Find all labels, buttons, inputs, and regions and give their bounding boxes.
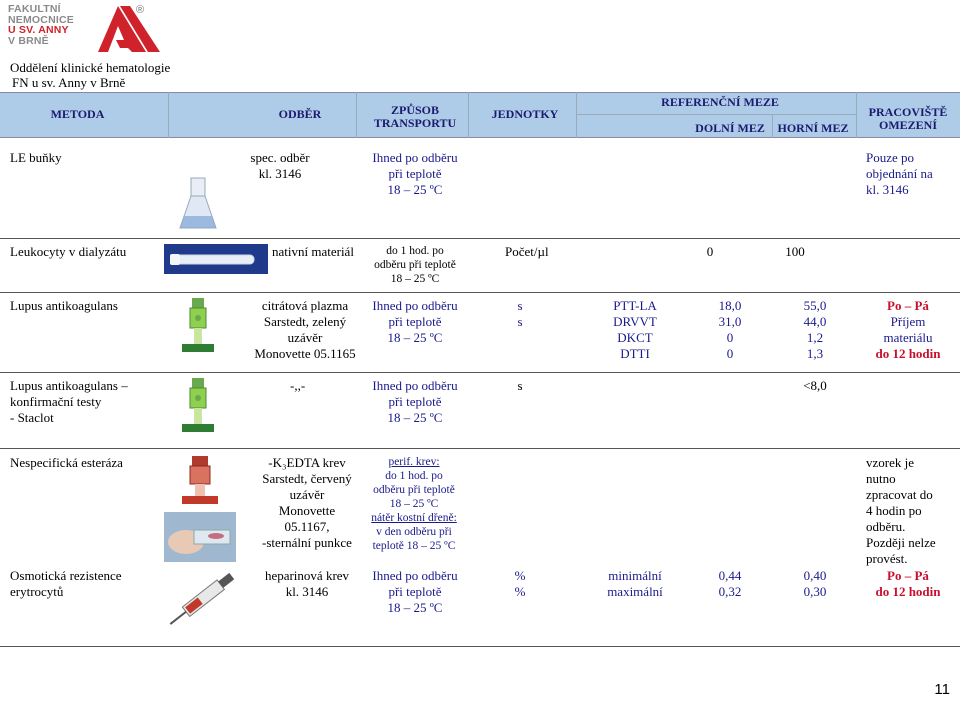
row-nesp-metoda: Nespecifická esteráza — [10, 455, 123, 470]
row-lupus-horni — [790, 298, 840, 362]
row-le-omezeni-2: objednání na — [866, 166, 933, 181]
row-lupusk-metoda-1: Lupus antikoagulans – — [10, 378, 128, 393]
header-divider — [356, 92, 357, 138]
department-line-1: Oddělení klinické hematologie — [10, 60, 171, 75]
department-line-2: FN u sv. Anny v Brně — [12, 75, 126, 90]
header-divider — [576, 92, 577, 138]
row-le-odber-2: kl. 3146 — [258, 166, 302, 181]
row-lupusk-transport-3: 18 – 25 ºC — [387, 410, 443, 425]
row-separator — [0, 372, 960, 373]
row-osmo-dolni — [705, 568, 755, 600]
logo-line-4: V BRNĚ — [8, 34, 49, 47]
row-nesp-odber-1: -K₃EDTA krev — [268, 455, 346, 470]
row-osmo-testy — [595, 568, 675, 600]
row-lupus-testy — [600, 298, 670, 362]
header-metoda: METODA — [50, 107, 105, 121]
row-le-odber — [235, 150, 325, 182]
row-lupus-transport-3: 18 – 25 ºC — [387, 330, 443, 345]
header-zpusob — [370, 104, 460, 130]
header-zpusob-1: ZPŮSOB — [390, 103, 439, 117]
row-osmo-horni-2: 0,30 — [803, 584, 827, 599]
red-cap-tube-icon — [180, 456, 220, 504]
erlenmeyer-flask-icon — [178, 176, 218, 232]
logo-line-1: FAKULTNÍ — [8, 3, 61, 15]
bone-marrow-smear-icon — [164, 512, 236, 562]
row-osmo-test-2: maximální — [607, 584, 663, 599]
row-osmo-omezeni-1: Po – Pá — [887, 568, 929, 583]
header-divider — [168, 92, 169, 138]
row-osmo-dolni-2: 0,32 — [718, 584, 742, 599]
row-leuko-jednotky: Počet/µl — [505, 244, 549, 259]
row-lupus-test-2: DRVVT — [613, 314, 657, 329]
row-lupus-odber-4: Monovette 05.1165 — [254, 346, 356, 361]
row-le-metoda: LE buňky — [10, 150, 62, 165]
row-separator — [0, 646, 960, 647]
row-lupus-dolni-2: 31,0 — [718, 314, 742, 329]
row-osmo-jednotky — [510, 568, 530, 600]
test-tube-icon — [164, 244, 268, 274]
row-lupus-omezeni-1: Po – Pá — [887, 298, 929, 313]
row-osmo-jednotky-2: % — [514, 584, 526, 599]
row-le-transport — [360, 150, 470, 198]
row-nesp-odber-3: uzávěr — [289, 487, 325, 502]
green-cap-tube-icon — [180, 376, 216, 436]
row-osmo-omezeni — [862, 568, 954, 600]
row-lupus-jednotky — [510, 298, 530, 330]
header-jednotky: JEDNOTKY — [491, 107, 559, 121]
syringe-icon — [162, 568, 246, 630]
row-osmo-odber-1: heparinová krev — [264, 568, 350, 583]
row-lupus-horni-1: 55,0 — [803, 298, 827, 313]
logo-line-2: NEMOCNICE — [8, 13, 74, 26]
row-osmo-metoda-1: Osmotická rezistence — [10, 568, 122, 583]
row-osmo-horni-1: 0,40 — [803, 568, 827, 583]
row-osmo-transport-3: 18 – 25 ºC — [387, 600, 443, 615]
row-lupus-test-4: DTTI — [620, 346, 650, 361]
row-osmo-test-1: minimální — [608, 568, 662, 583]
green-cap-tube-icon — [180, 296, 216, 356]
row-lupus-horni-3: 1,2 — [806, 330, 824, 345]
row-osmo-dolni-1: 0,44 — [718, 568, 742, 583]
row-lupus-omezeni-2: Příjem — [890, 314, 926, 329]
row-lupus-dolni-1: 18,0 — [718, 298, 742, 313]
row-nesp-omezeni-6: Později nelze — [866, 535, 936, 550]
header-sub-divider — [576, 114, 856, 115]
row-nesp-transport-7: teplotě 18 – 25 ºC — [372, 540, 456, 552]
row-nesp-omezeni-7: provést. — [866, 551, 908, 566]
row-lupusk-metoda-3: - Staclot — [10, 410, 54, 425]
row-lupus-odber-1: citrátová plazma — [261, 298, 349, 313]
row-le-transport-1: Ihned po odběru — [372, 150, 458, 165]
header-pracoviste-1: PRACOVIŠTĚ — [868, 105, 948, 119]
header-dolni: DOLNÍ MEZ — [695, 121, 765, 135]
row-osmo-odber-2: kl. 3146 — [285, 584, 329, 599]
row-le-transport-2: při teplotě — [388, 166, 442, 181]
row-lupus-horni-2: 44,0 — [803, 314, 827, 329]
row-lupus-dolni-3: 0 — [726, 330, 734, 345]
row-leuko-transport-1: do 1 hod. po — [386, 245, 444, 257]
row-nesp-odber-2: Sarstedt, červený — [262, 471, 352, 486]
row-lupus-odber — [250, 298, 360, 362]
row-nesp-transport-6: v den odběru při — [376, 526, 452, 538]
logo-a-mark-icon — [90, 4, 162, 54]
row-nesp-transport-1: perif. krev: — [388, 456, 440, 468]
row-separator — [0, 448, 960, 449]
row-lupus-test-1: PTT-LA — [613, 298, 657, 313]
row-leuko-metoda: Leukocyty v dialyzátu — [10, 244, 127, 259]
header-odber: ODBĚR — [278, 107, 322, 121]
row-nesp-omezeni-3: zpracovat do — [866, 487, 933, 502]
page-number: 11 — [934, 681, 950, 698]
hospital-logo — [8, 4, 168, 56]
row-osmo-transport-1: Ihned po odběru — [372, 568, 458, 583]
row-lupus-jednotky-1: s — [517, 298, 523, 313]
row-lupusk-metoda-2: konfirmační testy — [10, 394, 102, 409]
row-nesp-omezeni-4: 4 hodin po — [866, 503, 922, 518]
row-osmo-omezeni-2: do 12 hodin — [875, 584, 941, 599]
row-lupusk-transport-1: Ihned po odběru — [372, 378, 458, 393]
header-divider — [772, 114, 773, 138]
row-osmo-jednotky-1: % — [514, 568, 526, 583]
row-leuko-odber: nativní materiál — [272, 244, 354, 259]
header-referencni: REFERENČNÍ MEZE — [661, 95, 779, 109]
row-osmo-odber — [252, 568, 362, 600]
row-nesp-odber-6: -sternální punkce — [262, 535, 352, 550]
row-lupus-omezeni — [862, 298, 954, 362]
row-osmo-transport — [360, 568, 470, 616]
header-divider — [856, 92, 857, 138]
row-le-omezeni — [866, 150, 933, 198]
row-lupus-odber-2: Sarstedt, zelený — [263, 314, 347, 329]
row-nesp-odber — [252, 455, 362, 551]
row-le-odber-1: spec. odběr — [250, 150, 310, 165]
row-lupusk-transport — [360, 378, 470, 426]
row-lupusk-jednotky: s — [517, 378, 523, 393]
row-osmo-metoda-2: erytrocytů — [10, 584, 64, 599]
row-lupus-test-3: DKCT — [617, 330, 653, 345]
row-nesp-transport-3: odběru při teplotě — [373, 484, 455, 496]
row-le-omezeni-1: Pouze po — [866, 150, 915, 165]
row-separator — [0, 292, 960, 293]
row-nesp-transport-5: nátěr kostní dřeně: — [371, 512, 457, 524]
row-nesp-omezeni-5: odběru. — [866, 519, 906, 534]
header-pracoviste — [862, 106, 954, 132]
row-leuko-transport-2: odběru při teplotě — [374, 259, 456, 271]
row-nesp-omezeni-2: nutno — [866, 471, 896, 486]
row-nesp-omezeni — [866, 455, 936, 567]
row-lupusk-transport-2: při teplotě — [388, 394, 442, 409]
row-separator — [0, 238, 960, 239]
row-lupus-dolni — [705, 298, 755, 362]
row-osmo-transport-2: při teplotě — [388, 584, 442, 599]
row-leuko-dolni: 0 — [706, 244, 714, 259]
row-le-omezeni-3: kl. 3146 — [866, 182, 909, 197]
row-nesp-transport-2: do 1 hod. po — [385, 470, 443, 482]
row-lupus-odber-3: uzávěr — [287, 330, 323, 345]
row-lupus-transport-1: Ihned po odběru — [372, 298, 458, 313]
header-zpusob-2: TRANSPORTU — [373, 116, 457, 130]
row-lupus-horni-4: 1,3 — [806, 346, 824, 361]
logo-text — [8, 4, 74, 46]
row-lupus-transport — [360, 298, 470, 346]
row-lupusk-horni: <8,0 — [803, 378, 827, 393]
row-lupus-omezeni-3: materiálu — [883, 330, 933, 345]
row-osmo-metoda — [10, 568, 122, 600]
header-horni: HORNÍ MEZ — [777, 121, 849, 135]
row-lupusk-odber: -,,- — [290, 378, 306, 393]
logo-line-3: U SV. ANNY — [8, 24, 69, 36]
row-nesp-omezeni-1: vzorek je — [866, 455, 915, 470]
row-lupus-dolni-4: 0 — [726, 346, 734, 361]
row-lupus-jednotky-2: s — [517, 314, 523, 329]
header-divider — [468, 92, 469, 138]
row-lupusk-metoda — [10, 378, 128, 426]
row-lupus-transport-2: při teplotě — [388, 314, 442, 329]
row-leuko-transport — [365, 244, 465, 286]
row-nesp-transport-4: 18 – 25 ºC — [389, 498, 439, 510]
row-osmo-horni — [790, 568, 840, 600]
row-lupus-metoda: Lupus antikoagulans — [10, 298, 118, 313]
department-title — [10, 60, 170, 90]
row-nesp-transport — [358, 455, 470, 553]
row-nesp-odber-4: Monovette — [278, 503, 336, 518]
row-leuko-transport-3: 18 – 25 ºC — [390, 273, 440, 285]
row-lupus-omezeni-4: do 12 hodin — [875, 346, 941, 361]
row-leuko-horni: 100 — [785, 244, 805, 259]
registered-mark: ® — [136, 4, 145, 16]
row-le-transport-3: 18 – 25 ºC — [387, 182, 443, 197]
header-pracoviste-2: OMEZENÍ — [878, 118, 937, 132]
row-nesp-odber-5: 05.1167, — [284, 519, 330, 534]
